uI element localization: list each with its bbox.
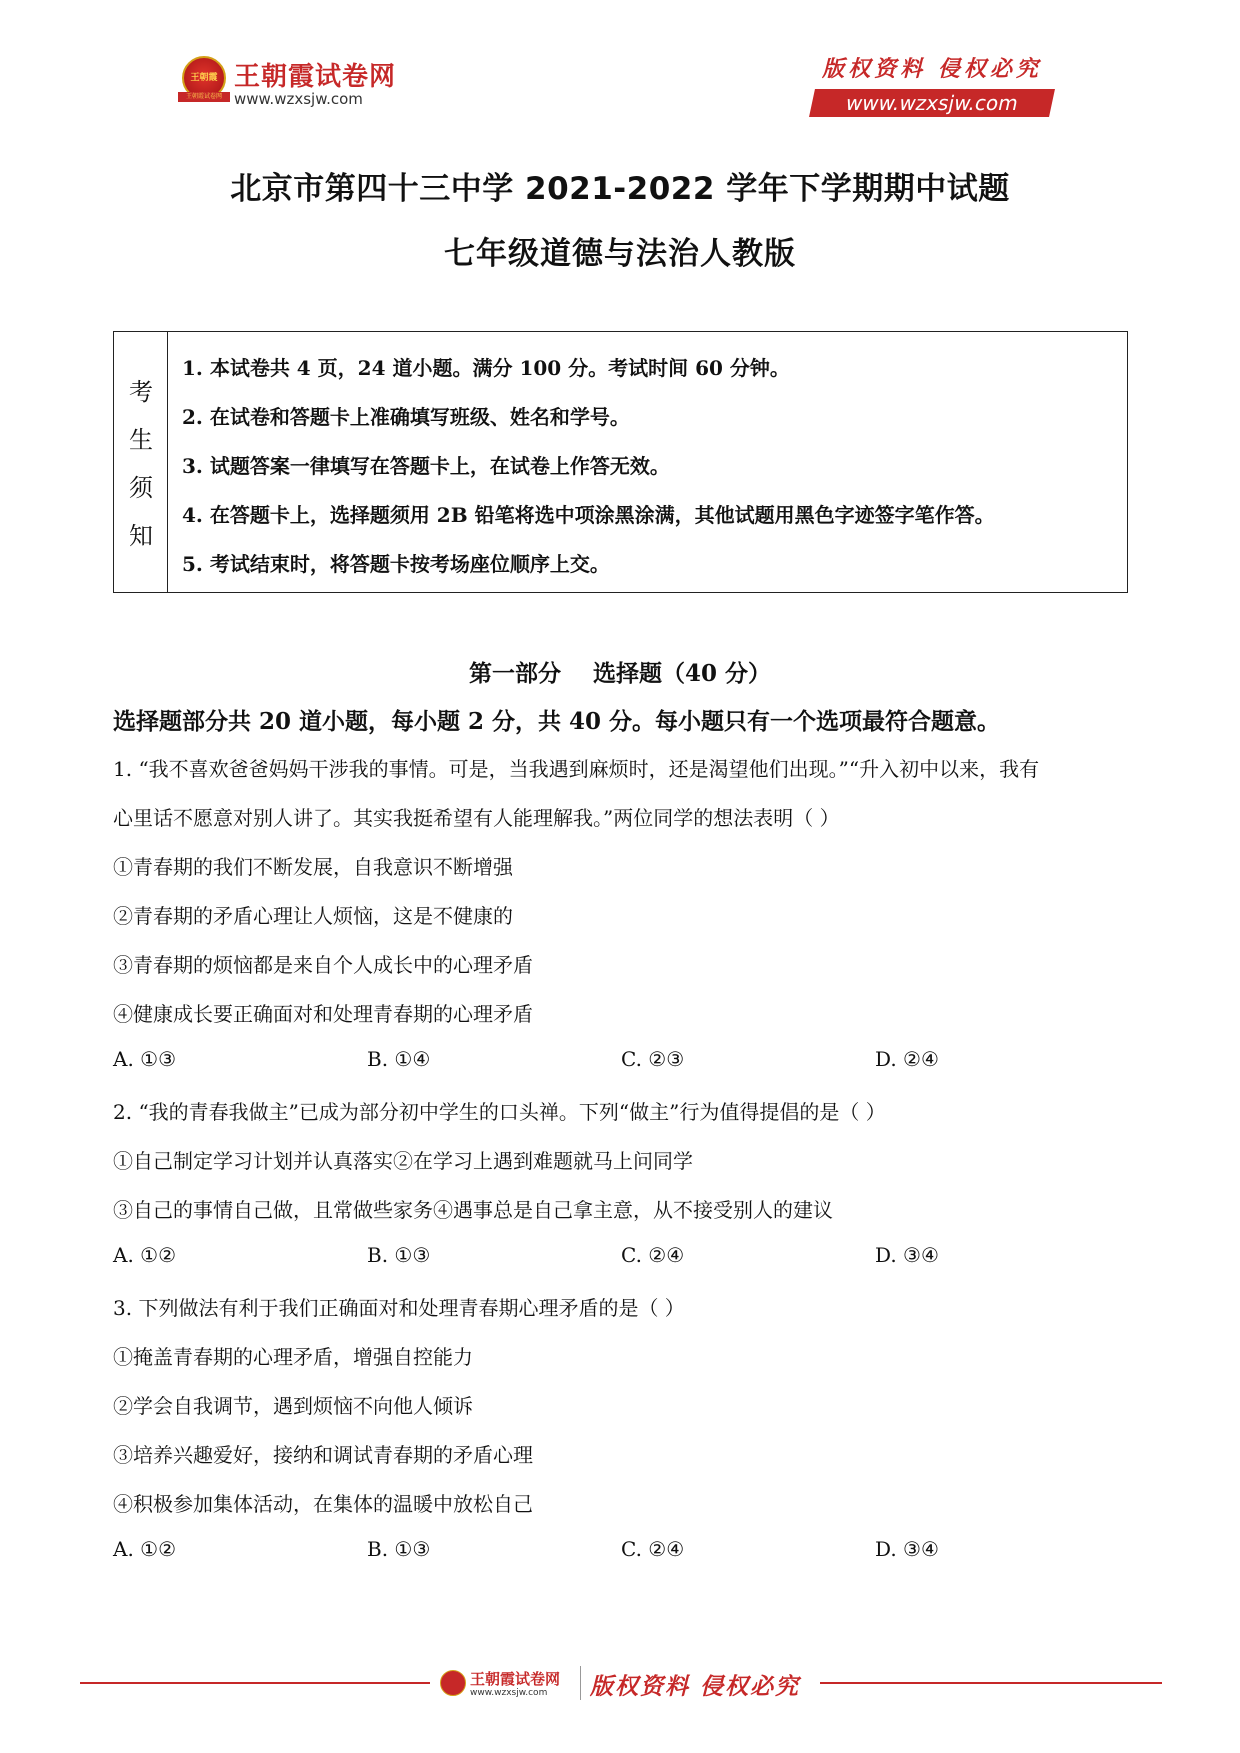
- question-1-option-b: B. ①④: [367, 1047, 431, 1071]
- notice-item: 1. 本试卷共 4 页，24 道小题。满分 100 分。考试时间 60 分钟。: [182, 356, 790, 380]
- question-1-statement: ④健康成长要正确面对和处理青春期的心理矛盾: [113, 1002, 533, 1026]
- question-2-option-b: B. ①③: [367, 1243, 431, 1267]
- copyright-title: 版权资料 侵权必究: [822, 56, 1042, 82]
- notice-heading-char: 生: [129, 426, 153, 454]
- question-3-statement: ①掩盖青春期的心理矛盾，增强自控能力: [113, 1345, 473, 1369]
- question-1-statement: ②青春期的矛盾心理让人烦恼，这是不健康的: [113, 904, 513, 928]
- notice-item: 5. 考试结束时，将答题卡按考场座位顺序上交。: [182, 552, 610, 576]
- footer-rule-right: [820, 1682, 1162, 1684]
- notice-box: [113, 331, 1128, 593]
- question-3-statement: ③培养兴趣爱好，接纳和调试青春期的矛盾心理: [113, 1443, 533, 1467]
- question-2-option-d: D. ③④: [875, 1243, 939, 1267]
- notice-heading: [114, 332, 168, 592]
- notice-heading-char: 知: [129, 522, 153, 550]
- logo-url: www.wzxsjw.com: [234, 90, 363, 108]
- footer-logo: [440, 1668, 590, 1708]
- question-3-statement: ④积极参加集体活动，在集体的温暖中放松自己: [113, 1492, 533, 1516]
- exam-title: 北京市第四十三中学 2021-2022 学年下学期期中试题: [230, 171, 1010, 207]
- question-3-option-d: D. ③④: [875, 1537, 939, 1561]
- notice-item: 3. 试题答案一律填写在答题卡上，在试卷上作答无效。: [182, 454, 670, 478]
- question-2-statement: ③自己的事情自己做，且常做些家务④遇事总是自己拿主意，从不接受别人的建议: [113, 1198, 833, 1222]
- notice-heading-char: 考: [129, 378, 153, 406]
- seal-ribbon: 王朝霞试卷网: [178, 92, 230, 102]
- footer-logo-name: 王朝霞试卷网: [470, 1670, 561, 1688]
- question-3-stem: 3. 下列做法有利于我们正确面对和处理青春期心理矛盾的是（ ）: [113, 1296, 685, 1320]
- question-2-option-a: A. ①②: [113, 1243, 177, 1267]
- section-instruction: 选择题部分共 20 道小题，每小题 2 分，共 40 分。每小题只有一个选项最符合题意。: [113, 708, 1001, 735]
- footer-seal-icon: [440, 1670, 466, 1696]
- exam-subtitle: 七年级道德与法治人教版: [444, 236, 796, 272]
- question-3-option-b: B. ①③: [367, 1537, 431, 1561]
- footer-separator: [580, 1666, 581, 1700]
- footer-rule-left: [80, 1682, 430, 1684]
- question-2-statement: ①自己制定学习计划并认真落实②在学习上遇到难题就马上问同学: [113, 1149, 693, 1173]
- copyright-url: www.wzxsjw.com: [809, 89, 1055, 117]
- question-1-statement: ③青春期的烦恼都是来自个人成长中的心理矛盾: [113, 953, 533, 977]
- question-2-option-c: C. ②④: [621, 1243, 685, 1267]
- seal-text: 王朝霞: [190, 73, 218, 83]
- logo-name: 王朝霞试卷网: [234, 62, 397, 92]
- question-3-option-c: C. ②④: [621, 1537, 685, 1561]
- question-3-option-a: A. ①②: [113, 1537, 177, 1561]
- footer-copyright: 版权资料 侵权必究: [590, 1673, 801, 1700]
- question-1-option-d: D. ②④: [875, 1047, 939, 1071]
- notice-item: 4. 在答题卡上，选择题须用 2B 铅笔将选中项涂黑涂满，其他试题用黑色字迹签字笔作答。: [182, 503, 995, 527]
- section-title: 第一部分 选择题（40 分）: [468, 660, 772, 687]
- footer-logo-url: www.wzxsjw.com: [470, 1688, 548, 1698]
- question-1-option-c: C. ②③: [621, 1047, 685, 1071]
- question-2-stem: 2. “我的青春我做主”已成为部分初中学生的口头禅。下列“做主”行为值得提倡的是（ ）: [113, 1100, 886, 1124]
- notice-item: 2. 在试卷和答题卡上准确填写班级、姓名和学号。: [182, 405, 630, 429]
- question-1-stem: 1. “我不喜欢爸爸妈妈干涉我的事情。可是，当我遇到麻烦时，还是渴望他们出现。”“升入初中以来，我有: [113, 757, 1040, 781]
- site-logo: [182, 52, 412, 112]
- copyright-badge: [812, 52, 1052, 117]
- question-1-stem: 心里话不愿意对别人讲了。其实我挺希望有人能理解我。”两位同学的想法表明（ ）: [113, 806, 840, 830]
- question-1-option-a: A. ①③: [113, 1047, 177, 1071]
- question-3-statement: ②学会自我调节，遇到烦恼不向他人倾诉: [113, 1394, 473, 1418]
- notice-heading-char: 须: [129, 474, 153, 502]
- question-1-statement: ①青春期的我们不断发展，自我意识不断增强: [113, 855, 513, 879]
